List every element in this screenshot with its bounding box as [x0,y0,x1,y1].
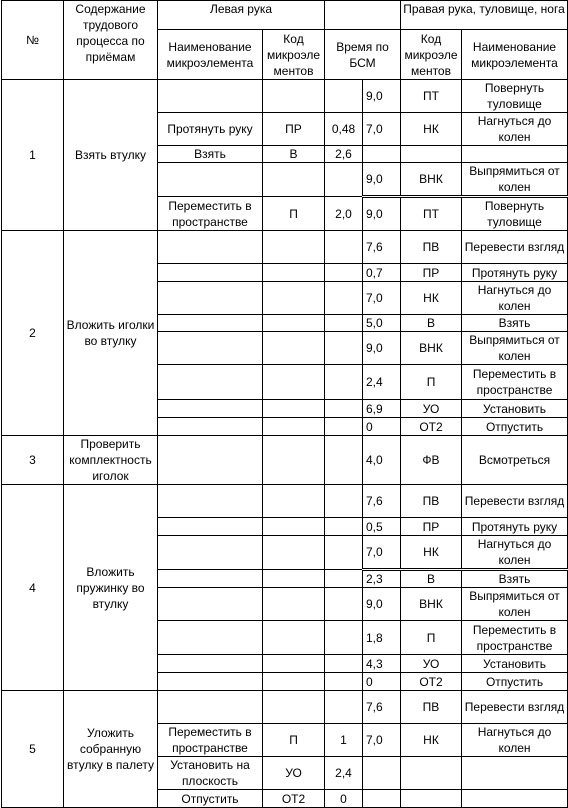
right-microelement-name: Нагнуться до колен [462,113,568,146]
header-num: № [2,1,64,80]
right-microelement-name: Переместить в пространстве [462,365,568,400]
left-microelement-code [263,518,325,536]
right-microelement-name: Нагнуться до колен [462,282,568,315]
left-time [325,673,363,691]
left-microelement-name [158,163,263,197]
header-left-code: Код микроэле ментов [263,30,325,80]
right-microelement-name: Перевести взгляд [462,231,568,264]
operation-number: 4 [2,485,64,691]
left-time [325,315,363,332]
left-microelement-code [263,436,325,485]
right-microelement-code: В [401,570,462,588]
right-time: 7,0 [363,536,401,570]
header-left-name: Наименование микроэлемента [158,30,263,80]
operation-content: Вложить иголки во втулку [64,231,158,436]
time-study-table [1,0,568,808]
right-microelement-name: Всмотреться [462,436,568,485]
right-time [363,146,401,163]
left-time [325,621,363,655]
left-time [325,485,363,518]
table-row [2,691,568,724]
right-time: 0,5 [363,518,401,536]
left-microelement-code [263,655,325,673]
left-microelement-code: УО [263,757,325,790]
left-microelement-name [158,264,263,282]
right-microelement-name: Установить [462,655,568,673]
left-microelement-name: Переместить в пространстве [158,197,263,231]
header-time: Время по БСМ [325,30,401,80]
left-time [325,536,363,570]
left-microelement-code [263,691,325,724]
right-microelement-code: В [401,315,462,332]
right-microelement-code [401,757,462,790]
right-microelement-name [462,146,568,163]
left-time [325,588,363,621]
left-microelement-name [158,485,263,518]
left-microelement-name [158,436,263,485]
header-left-hand: Левая рука [158,1,325,30]
right-microelement-name: Переместить в пространстве [462,621,568,655]
table-row [2,436,568,485]
left-microelement-code [263,485,325,518]
left-microelement-name [158,80,263,113]
operation-content: Проверить комплектность иголок [64,436,158,485]
right-time: 9,0 [363,588,401,621]
right-time: 9,0 [363,163,401,197]
left-microelement-name: Отпустить [158,790,263,808]
left-time [325,163,363,197]
right-microelement-code: ВНК [401,332,462,365]
right-time: 2,3 [363,570,401,588]
left-microelement-name [158,231,263,264]
left-microelement-name [158,418,263,436]
left-microelement-name [158,621,263,655]
right-microelement-name: Нагнуться до колен [462,536,568,570]
right-time [363,790,401,808]
left-microelement-code [263,536,325,570]
right-microelement-code: ОТ2 [401,418,462,436]
left-time: 0 [325,790,363,808]
right-microelement-name: Отпустить [462,418,568,436]
left-microelement-name [158,655,263,673]
left-microelement-code [263,400,325,418]
table-body [2,80,568,808]
left-microelement-name [158,315,263,332]
right-microelement-code: ПВ [401,485,462,518]
right-time: 7,6 [363,691,401,724]
right-time: 2,4 [363,365,401,400]
right-time: 1,8 [363,621,401,655]
left-microelement-name [158,588,263,621]
operation-number: 2 [2,231,64,436]
right-time [363,757,401,790]
left-microelement-code [263,282,325,315]
right-time: 7,0 [363,724,401,757]
right-microelement-code: ВНК [401,163,462,197]
header-content: Содержание трудового процесса по приёмам [64,1,158,80]
right-microelement-name: Установить [462,400,568,418]
left-microelement-code [263,673,325,691]
right-microelement-name: Протянуть руку [462,518,568,536]
left-microelement-name [158,570,263,588]
right-time: 9,0 [363,197,401,231]
right-time: 7,6 [363,485,401,518]
left-microelement-name [158,691,263,724]
right-time: 0 [363,418,401,436]
operation-content: Уложить собранную втулку в палету [64,691,158,808]
left-microelement-code [263,264,325,282]
right-microelement-code: ПВ [401,691,462,724]
right-microelement-name: Нагнуться до колен [462,724,568,757]
right-time: 5,0 [363,315,401,332]
right-microelement-code: НК [401,536,462,570]
right-microelement-name: Выпрямиться от колен [462,588,568,621]
right-microelement-code: НК [401,282,462,315]
operation-content: Вложить пружинку во втулку [64,485,158,691]
left-microelement-code [263,365,325,400]
right-microelement-name: Выпрямиться от колен [462,332,568,365]
left-time [325,80,363,113]
right-microelement-code: ПР [401,264,462,282]
left-microelement-code [263,621,325,655]
left-microelement-code [263,315,325,332]
left-microelement-name: Протянуть руку [158,113,263,146]
right-microelement-name: Взять [462,570,568,588]
operation-number: 1 [2,80,64,231]
left-time [325,570,363,588]
right-microelement-name: Отпустить [462,673,568,691]
operation-number: 5 [2,691,64,808]
right-microelement-name: Выпрямиться от колен [462,163,568,197]
left-microelement-code [263,570,325,588]
left-microelement-name [158,400,263,418]
right-microelement-code: ПТ [401,80,462,113]
left-time: 2,4 [325,757,363,790]
left-microelement-name [158,365,263,400]
header-right-name: Наименование микроэлемента [462,30,568,80]
header-blank [325,1,401,30]
right-microelement-code: УО [401,400,462,418]
right-microelement-code: ВНК [401,588,462,621]
header-right-hand: Правая рука, туловище, нога [401,1,568,30]
right-microelement-name: Повернуть туловище [462,80,568,113]
left-microelement-code: П [263,197,325,231]
left-microelement-code [263,332,325,365]
left-microelement-code [263,80,325,113]
left-time [325,400,363,418]
right-microelement-name: Повернуть туловище [462,197,568,231]
left-microelement-code [263,163,325,197]
left-time: 2,0 [325,197,363,231]
left-time [325,332,363,365]
left-microelement-name [158,536,263,570]
right-microelement-code: П [401,365,462,400]
left-time [325,518,363,536]
left-microelement-name [158,673,263,691]
right-time: 4,0 [363,436,401,485]
right-microelement-code: НК [401,724,462,757]
header-right-code: Код микроэле ментов [401,30,462,80]
left-time: 2,6 [325,146,363,163]
right-time: 4,3 [363,655,401,673]
left-microelement-name [158,518,263,536]
right-microelement-code [401,146,462,163]
right-microelement-code: ОТ2 [401,673,462,691]
left-microelement-code: В [263,146,325,163]
left-microelement-name: Взять [158,146,263,163]
right-microelement-name [462,790,568,808]
left-microelement-name: Установить на плоскость [158,757,263,790]
left-time [325,655,363,673]
right-microelement-code: ПР [401,518,462,536]
right-microelement-code: НК [401,113,462,146]
left-microelement-code [263,231,325,264]
left-microelement-code [263,418,325,436]
left-microelement-name [158,332,263,365]
right-microelement-code: ПВ [401,231,462,264]
left-time [325,436,363,485]
right-microelement-code: П [401,621,462,655]
operation-number: 3 [2,436,64,485]
right-microelement-name: Перевести взгляд [462,691,568,724]
left-microelement-name: Переместить в пространстве [158,724,263,757]
right-time: 7,0 [363,282,401,315]
table-row [2,80,568,113]
left-microelement-code [263,588,325,621]
right-microelement-code [401,790,462,808]
left-microelement-code: ОТ2 [263,790,325,808]
operation-content: Взять втулку [64,80,158,231]
left-microelement-name [158,282,263,315]
left-time [325,264,363,282]
left-time: 1 [325,724,363,757]
right-time: 7,6 [363,231,401,264]
table-row [2,231,568,264]
right-microelement-name [462,757,568,790]
table-row [2,485,568,518]
right-time: 0,7 [363,264,401,282]
right-time: 0 [363,673,401,691]
right-microelement-code: ФВ [401,436,462,485]
right-microelement-name: Перевести взгляд [462,485,568,518]
left-time [325,231,363,264]
left-microelement-code: ПР [263,113,325,146]
right-time: 7,0 [363,113,401,146]
left-time [325,282,363,315]
right-time: 9,0 [363,80,401,113]
left-time: 0,48 [325,113,363,146]
left-time [325,691,363,724]
right-time: 9,0 [363,332,401,365]
right-microelement-name: Взять [462,315,568,332]
left-time [325,418,363,436]
right-time: 6,9 [363,400,401,418]
left-time [325,365,363,400]
right-microelement-name: Протянуть руку [462,264,568,282]
right-microelement-code: УО [401,655,462,673]
left-microelement-code: П [263,724,325,757]
right-microelement-code: ПТ [401,197,462,231]
